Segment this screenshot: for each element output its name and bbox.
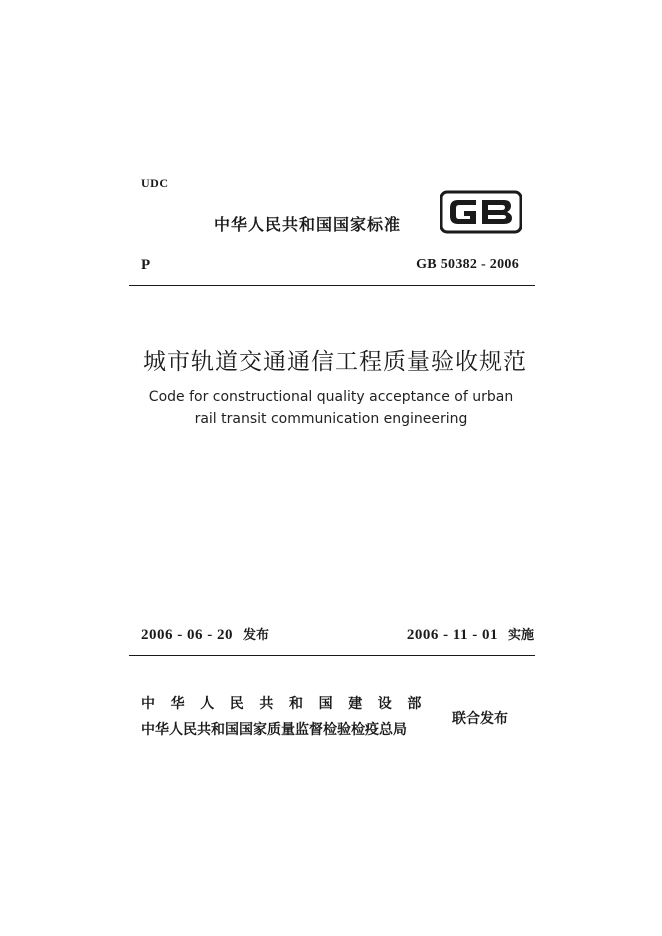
title-english [0,386,662,430]
implement-label: 实施 [507,628,534,643]
standard-number: GB 50382 - 2006 [416,257,519,272]
gb-logo [440,190,522,234]
issuer-aqsiq: 中华人民共和国国家质量监督检验检疫总局 [141,722,407,738]
publish-label: 发布 [243,628,270,643]
title-english-line-2: rail transit communication engineering [194,411,468,427]
joint-issue-label: 联合发布 [452,711,508,727]
udc-label: UDC [141,176,169,190]
classification-code: P [141,257,151,273]
implement-date: 2006 - 11 - 01 [406,627,498,643]
publish-date: 2006 - 06 - 20 [141,627,233,643]
issuer-ministry: 中华人民共和国建设部 [141,696,437,712]
implement-date-block [407,624,534,644]
bottom-divider [129,655,535,656]
title-english-line-1: Code for constructional quality acceptance of urban [148,389,514,405]
title-chinese: 城市轨道交通通信工程质量验收规范 [143,349,527,375]
top-divider [129,285,535,286]
publish-date-block [141,624,269,644]
standard-type: 中华人民共和国国家标准 [214,215,402,234]
